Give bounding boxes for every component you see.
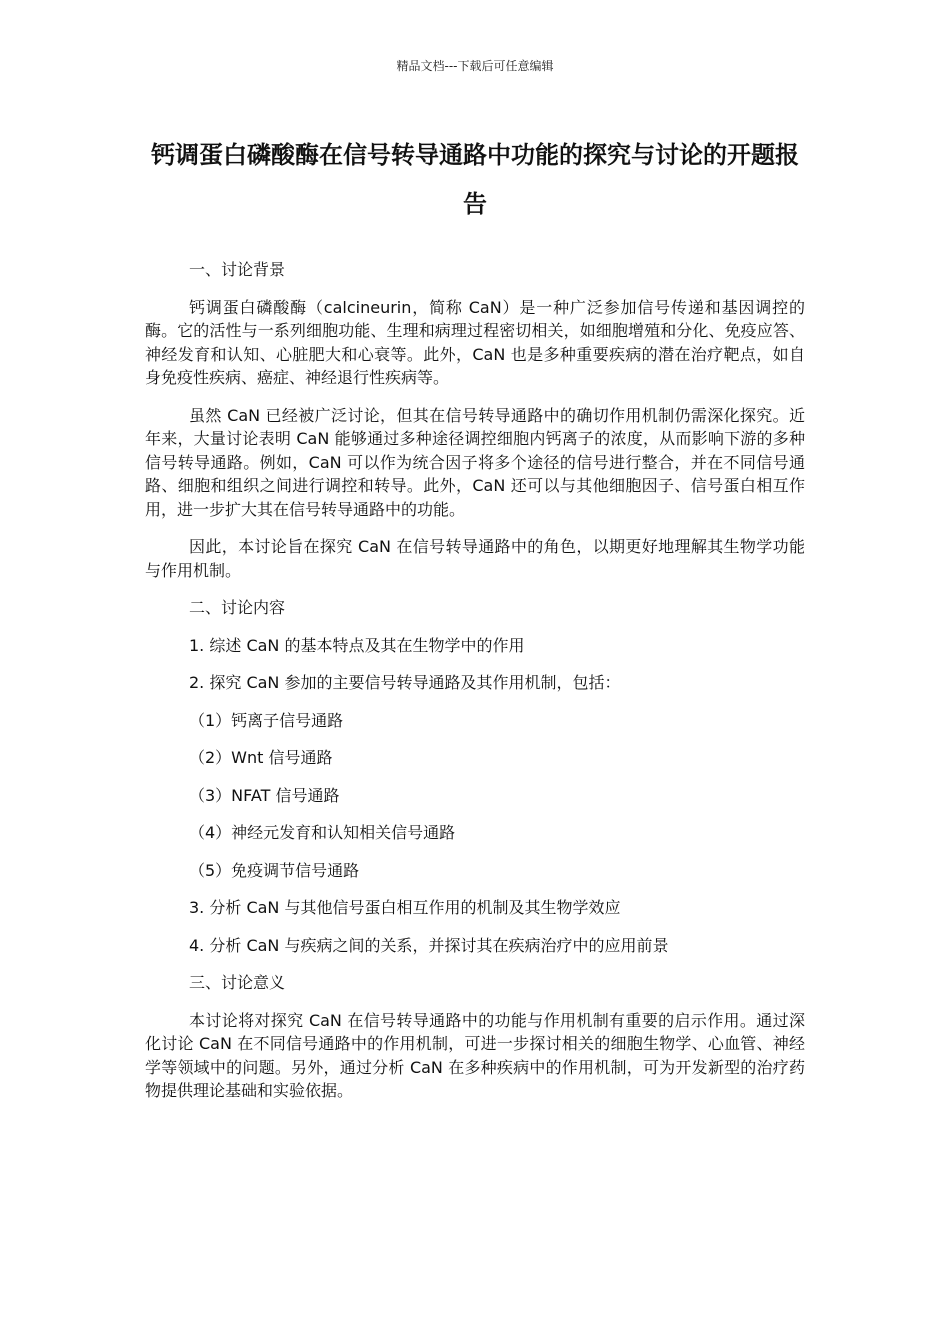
- background-paragraph-3: 因此，本讨论旨在探究 CaN 在信号转导通路中的角色，以期更好地理解其生物学功能与作用机制。: [145, 537, 805, 580]
- content-subitem-1: （1）钙离子信号通路: [189, 710, 344, 730]
- content-subitem-2: （2）Wnt 信号通路: [189, 748, 333, 767]
- content-item-2: 2. 探究 CaN 参加的主要信号转导通路及其作用机制，包括：: [189, 673, 621, 692]
- section-heading-content: 二、讨论内容: [189, 598, 286, 617]
- significance-paragraph: 本讨论将对探究 CaN 在信号转导通路中的功能与作用机制有重要的启示作用。通过深化讨论 CaN 在不同信号通路中的作用机制，可进一步探讨相关的细胞生物学、心血管、神经学等领域中的问题。另外，通过分析 CaN 在多种疾病中的作用机制，可为开发新型的治疗药物提供理论基础和实验依据。: [145, 1010, 805, 1100]
- section-heading-background: 一、讨论背景: [189, 260, 286, 279]
- document-body: [145, 258, 805, 1117]
- content-subitem-5: （5）免疫调节信号通路: [189, 860, 360, 880]
- background-paragraph-2: 虽然 CaN 已经被广泛讨论，但其在信号转导通路中的确切作用机制仍需深化探究。近年来，大量讨论表明 CaN 能够通过多种途径调控细胞内钙离子的浓度，从而影响下游的多种信号转导通路。例如，CaN 可以作为统合因子将多个途径的信号进行整合，并在不同信号通路、细胞和组织之间进行调控和转导。此外，CaN 还可以与其他细胞因子、信号蛋白相互作用，进一步扩大其在信号转导通路中的功能。: [145, 405, 805, 519]
- document-title: 钙调蛋白磷酸酶在信号转导通路中功能的探究与讨论的开题报告: [151, 141, 799, 218]
- section-heading-significance: 三、讨论意义: [189, 973, 286, 992]
- content-subitem-3: （3）NFAT 信号通路: [189, 785, 340, 805]
- background-paragraph-1: 钙调蛋白磷酸酶（calcineurin，简称 CaN）是一种广泛参加信号传递和基因调控的酶。它的活性与一系列细胞功能、生理和病理过程密切相关，如细胞增殖和分化、免疫应答、神经发育和认知、心脏肥大和心衰等。此外，CaN 也是多种重要疾病的潜在治疗靶点，如自身免疫性疾病、癌症、神经退行性疾病等。: [145, 297, 805, 387]
- content-item-1: 1. 综述 CaN 的基本特点及其在生物学中的作用: [189, 635, 525, 655]
- content-item-4: 4. 分析 CaN 与疾病之间的关系，并探讨其在疾病治疗中的应用前景: [189, 935, 669, 955]
- page-header-note: 精品文档---下载后可任意编辑: [396, 59, 554, 73]
- content-item-3: 3. 分析 CaN 与其他信号蛋白相互作用的机制及其生物学效应: [189, 898, 621, 917]
- content-subitem-4: （4）神经元发育和认知相关信号通路: [189, 823, 456, 842]
